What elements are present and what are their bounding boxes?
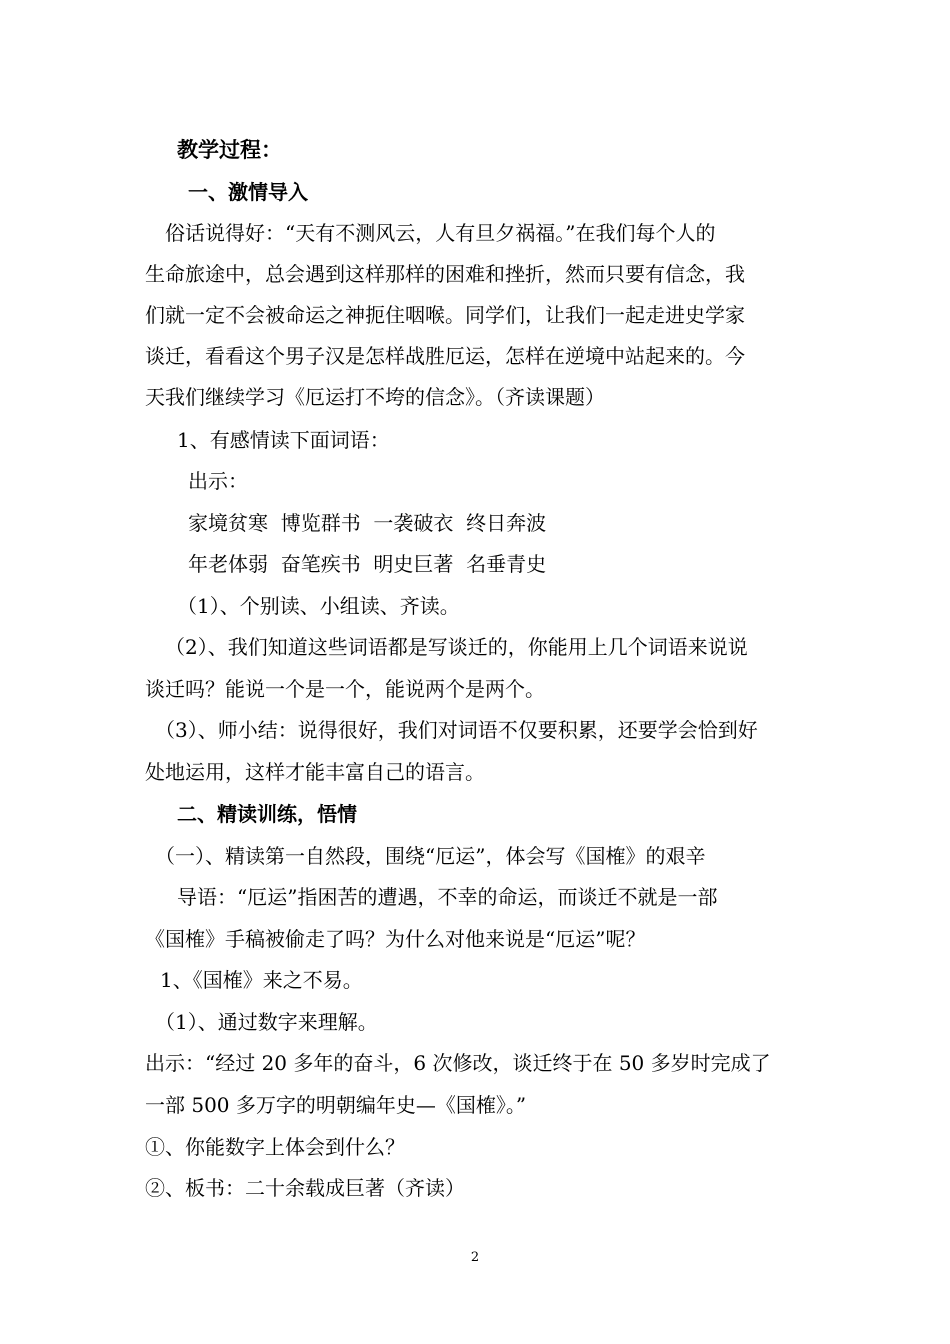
guide-line-2: 《国榷》手稿被偷走了吗？为什么对他来说是“厄运”呢？: [145, 927, 646, 951]
intro-line-2: 生命旅途中，总会遇到这样那样的困难和挫折，然而只要有信念，我: [145, 262, 745, 286]
step-2-line-1: （2）、我们知道这些词语都是写谈迁的，你能用上几个词语来说说: [165, 635, 748, 659]
words-row-1: 家境贫寒 博览群书 一袭破衣 终日奔波: [188, 511, 547, 535]
question-2: ②、板书：二十余载成巨著（齐读）: [145, 1176, 465, 1200]
section-2-title: 二、精读训练，悟情: [177, 802, 357, 826]
step-1: （1）、个别读、小组读、齐读。: [177, 594, 460, 618]
intro-line-4: 谈迁，看看这个男子汉是怎样战胜厄运，怎样在逆境中站起来的。今: [145, 344, 745, 368]
intro-line-1: [165, 219, 807, 247]
page-heading: 教学过程：: [177, 137, 282, 162]
quote-line-1: 出示：“经过 20 多年的奋斗，6 次修改，谈迁终于在 50 多岁时完成了: [145, 1051, 771, 1075]
section-2-item-1: 1、《国榷》来之不易。: [160, 968, 363, 992]
section-2-part-1: （一）、精读第一自然段，围绕“厄运”，体会写《国榷》的艰辛: [155, 844, 706, 868]
step-3-line-1: （3）、师小结：说得很好，我们对词语不仅要积累，还要学会恰到好: [155, 718, 758, 742]
quote-line-2: 一部 500 多万字的明朝编年史—《国榷》。”: [145, 1093, 527, 1117]
intro-line-5: 天我们继续学习《厄运打不垮的信念》。（齐读课题）: [145, 385, 605, 409]
intro-line-1-text: 俗话说得好：“天有不测风云，人有旦夕祸福。”在我们每个人的: [165, 221, 716, 245]
step-2-line-2: 谈迁吗？能说一个是一个，能说两个是两个。: [145, 677, 545, 701]
show-label: 出示：: [188, 469, 248, 493]
section-2-sub-1: （1）、通过数字来理解。: [155, 1010, 378, 1034]
page-number: 2: [470, 1250, 480, 1265]
guide-line-1: 导语：“厄运”指困苦的遭遇，不幸的命运，而谈迁不就是一部: [177, 885, 718, 909]
section-1-item-1: 1、有感情读下面词语：: [177, 428, 390, 452]
words-row-2: 年老体弱 奋笔疾书 明史巨著 名垂青史: [188, 552, 547, 576]
step-3-line-2: 处地运用，这样才能丰富自己的语言。: [145, 760, 485, 784]
intro-line-3: 们就一定不会被命运之神扼住咽喉。同学们，让我们一起走进史学家: [145, 303, 745, 327]
section-1-title: 一、激情导入: [188, 180, 308, 204]
question-1: ①、你能数字上体会到什么？: [145, 1135, 405, 1159]
